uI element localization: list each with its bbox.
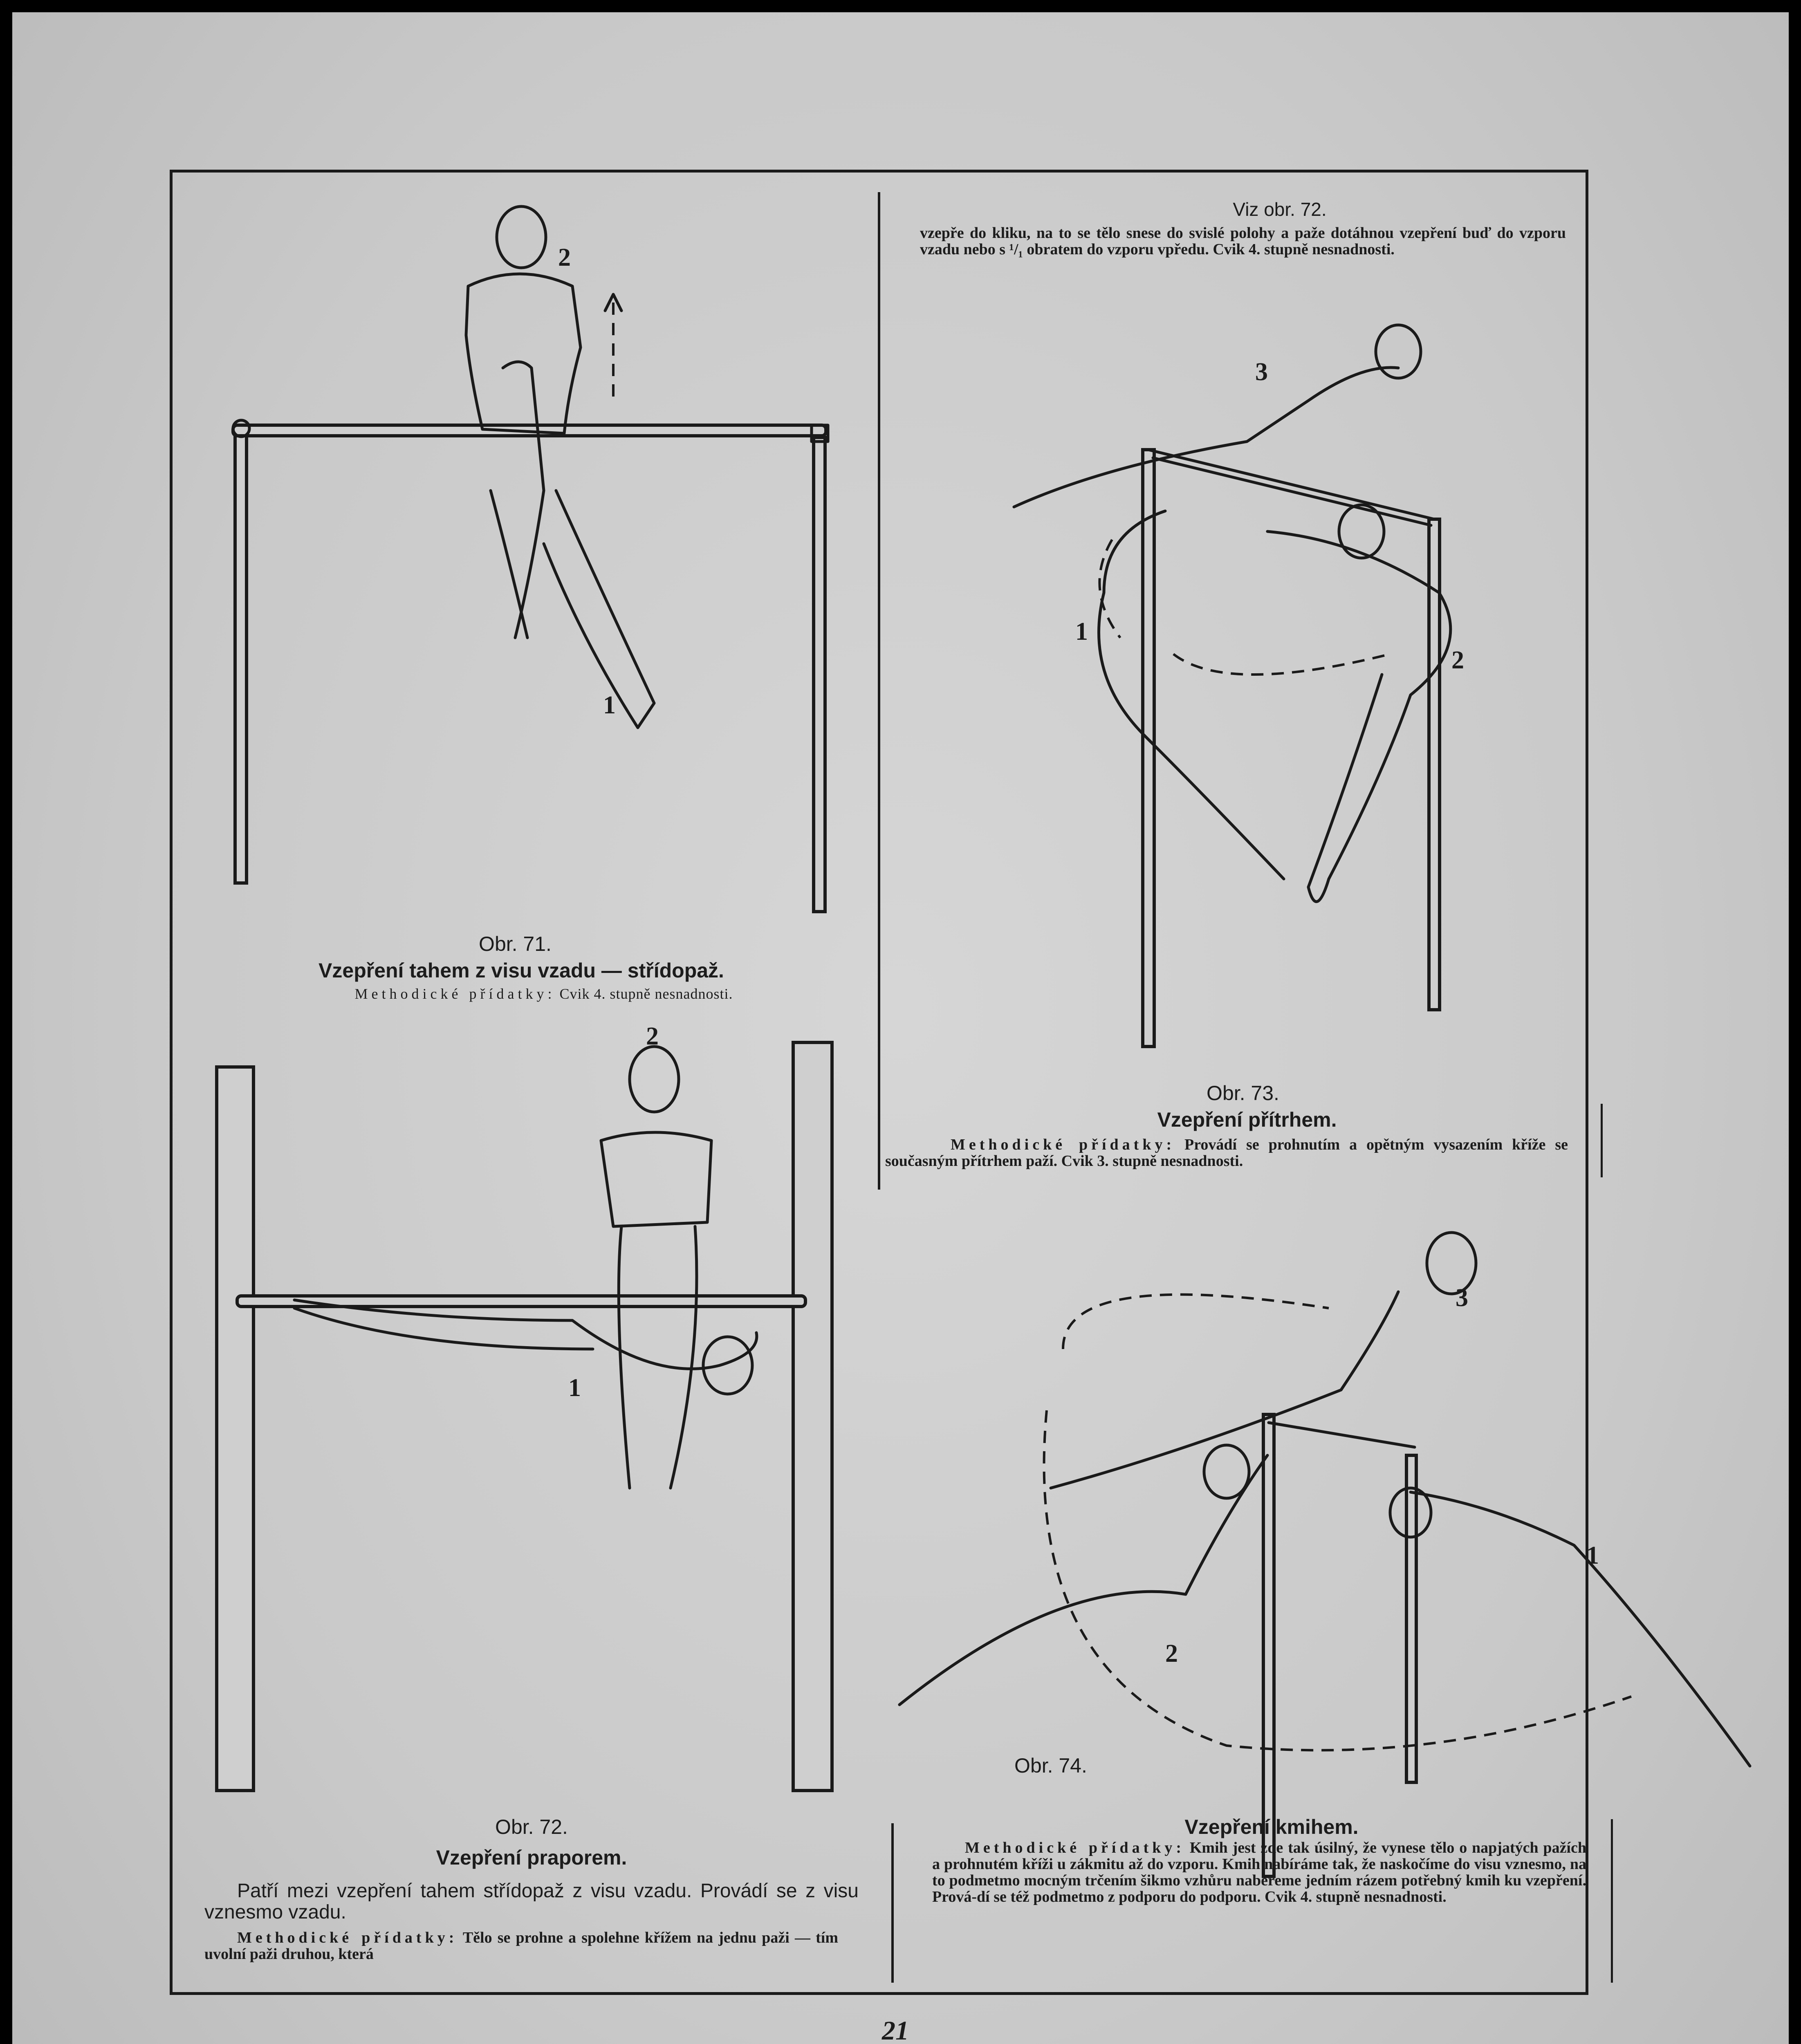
- fig72-number: Obr. 72.: [495, 1815, 568, 1838]
- fig73-position-1: 1: [1075, 618, 1088, 645]
- fig74-motion-path: [1044, 1295, 1631, 1750]
- fig72-position-1: 1: [568, 1374, 581, 1402]
- fig74-position-1: 1: [1586, 1542, 1599, 1569]
- fig71-position-2: 2: [558, 244, 571, 271]
- fig72-gymnast: [294, 1047, 757, 1488]
- fig73-note-text: Provádí se prohnutím a opětným vysazením kříže se současným přítrhem paží. Cvik 3. stupně nesnadnosti.: [885, 1136, 1568, 1170]
- fig74-note-text: Kmih jest zde tak úsilný, že vynese tělo o napjatých pažích a prohnutém kříži u zákmitu až do vzporu. Kmih nabíráme tak, že naskočíme do visu vznesmo, na to podmetmo mocným trčením šikmo vzhůru nabereme jedním rázem potřebný kmih ku vzepření. Prová-dí se též podmetmo z podporu do podporu. Cvik 4. stupně nesnadnosti.: [932, 1839, 1586, 1905]
- fig73-number: Obr. 73.: [1207, 1082, 1279, 1105]
- fig74-gymnast: [899, 1233, 1750, 1766]
- page-number: 21: [882, 2016, 909, 2044]
- fig71-note: [229, 985, 859, 1002]
- fig74-number: Obr. 74.: [1014, 1754, 1087, 1777]
- fig73-note-label: Methodické přídatky:: [951, 1136, 1175, 1153]
- fig73-gymnast: [1014, 325, 1451, 902]
- fig71-title: Vzepření tahem z visu vzadu — střídopaž.: [318, 959, 724, 982]
- fig74-position-2: 2: [1165, 1640, 1178, 1667]
- fig72-reference: Viz obr. 72.: [1233, 199, 1327, 220]
- fig74-position-3: 3: [1456, 1284, 1468, 1312]
- fig72-position-2: 2: [646, 1022, 659, 1050]
- fig73-note: [885, 1136, 1568, 1169]
- fig73-title: Vzepření přítrhem.: [1157, 1108, 1337, 1131]
- fig72-note-text: Tělo se prohne a spolehne křížem na jednu paži — tím uvolní paži druhou, která: [204, 1929, 838, 1963]
- fig74-title: Vzepření kmihem.: [1184, 1815, 1359, 1838]
- fig74-note: [932, 1840, 1586, 1905]
- fig73-position-2: 2: [1451, 646, 1464, 674]
- fig72-note: [204, 1930, 838, 1962]
- fig74-bar-apparatus: [1263, 1414, 1416, 1876]
- fig72-note-label: Methodické přídatky:: [237, 1929, 458, 1946]
- fig71-note-label: Methodické přídatky:: [354, 986, 556, 1002]
- fig71-number: Obr. 71.: [479, 932, 552, 955]
- fig72-continuation-text: vzepře do kliku, na to se tělo snese do svislé polohy a paže dotáhnou vzepření buď do vzporu vzadu nebo s ¹/₁ obratem do vzporu vpředu. Cvik 4. stupně nesnadnosti.: [920, 224, 1566, 258]
- fig72-text: Patří mezi vzepření tahem střídopaž z visu vzadu. Provádí se z visu vznesmo vzadu.: [204, 1880, 859, 1923]
- fig71-bar-apparatus: [233, 420, 828, 912]
- fig71-gymnast: [466, 206, 654, 728]
- fig74-note-label: Methodické přídatky:: [965, 1839, 1185, 1856]
- fig71-position-1: 1: [603, 691, 616, 719]
- fig72-title: Vzepření praporem.: [436, 1846, 627, 1869]
- fig73-position-3: 3: [1255, 358, 1268, 386]
- fig71-note-text: Cvik 4. stupně nesnadnosti.: [555, 986, 733, 1002]
- fig73-bar-apparatus: [1143, 450, 1440, 1047]
- fig72-wall-bars: [217, 1042, 832, 1791]
